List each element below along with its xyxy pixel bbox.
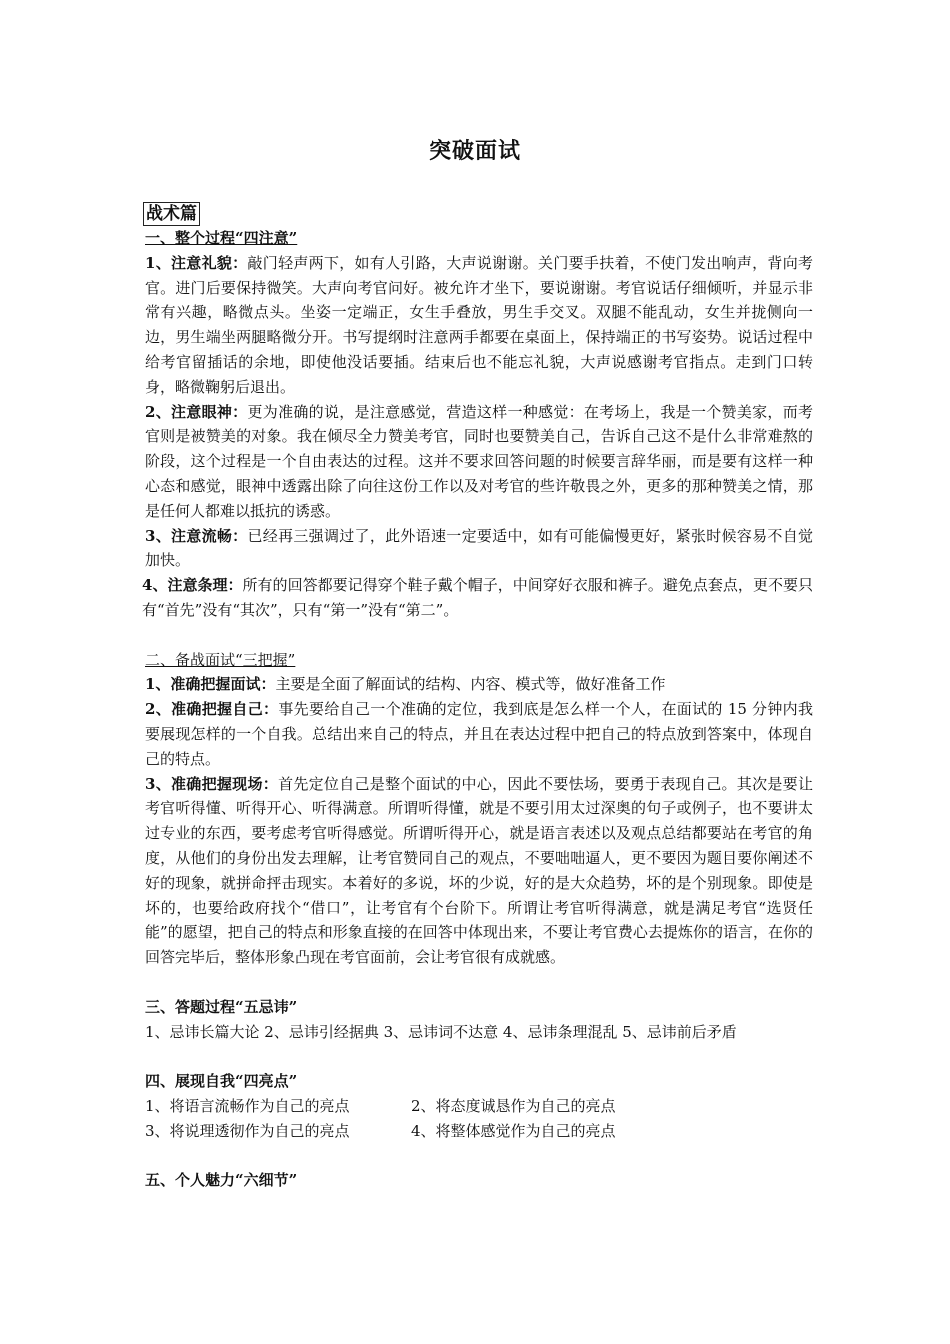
item-lead: 4、注意条理： — [142, 576, 243, 595]
item-text: 所有的回答都要记得穿个鞋子戴个帽子，中间穿好衣服和裤子。避免点套点，更不要只有“首先”没有“其次”，只有“第一”没有“第二”。 — [142, 576, 813, 619]
highlight-item: 3、将说理透彻作为自己的亮点 — [145, 1121, 350, 1140]
spacer — [145, 1143, 813, 1168]
item-text: 主要是全面了解面试的结构、内容、模式等，做好准备工作 — [275, 675, 666, 694]
section-heading-4: 四、展现自我“四亮点” — [145, 1072, 298, 1091]
spacer — [145, 1044, 813, 1069]
section1-item-3 — [145, 524, 813, 574]
highlight-item: 4、将整体感觉作为自己的亮点 — [411, 1121, 616, 1140]
part-label-box: 战术篇 — [143, 202, 200, 226]
spacer — [145, 623, 813, 648]
item-text: 事先要给自己一个准确的定位，我到底是怎么样一个人，在面试的 15 分钟内我要展现怎样的一个自我。总结出来自己的特点，并且在表达过程中把自己的特点放到答案中，体现自己的特点。 — [145, 700, 813, 768]
highlight-row-1 — [145, 1094, 813, 1119]
section1-item-2 — [145, 400, 813, 524]
section-heading-1: 一、整个过程“四注意” — [145, 229, 298, 247]
item-lead: 1、准确把握面试： — [145, 675, 276, 694]
section-heading-3: 三、答题过程“五忌讳” — [145, 997, 298, 1016]
section2-item-3 — [145, 772, 813, 970]
section2-item-2 — [145, 697, 813, 771]
spacer — [145, 970, 813, 995]
item-text: 已经再三强调过了，此外语速一定要适中，如有可能偏慢更好，紧张时候容易不自觉加快。 — [145, 526, 813, 570]
item-lead: 3、准确把握现场： — [145, 774, 279, 793]
section2-item-1 — [145, 672, 813, 697]
section1-item-4 — [142, 573, 813, 623]
section-heading-5: 五、个人魅力“六细节” — [145, 1171, 298, 1190]
item-lead: 2、准确把握自己： — [145, 700, 279, 719]
item-text: 敲门轻声两下，如有人引路，大声说谢谢。关门要手扶着，不使门发出响声，背向考官。进门后要保持微笑。大声向考官问好。被允许才坐下，要说谢谢。考官说话仔细倾听，并显示非常有兴趣，略微点头。坐姿一定端正，女生手叠放，男生手交叉。双腿不能乱动，女生并拢侧向一边，男生端坐两腿略微分开。书写提纲时注意两手都要在桌面上，保持端正的书写姿势。说话过程中给考官留插话的余地，即使他没话要插。结束后也不能忘礼貌，大声说感谢考官指点。走到门口转身，略微鞠躬后退出。 — [145, 253, 813, 396]
highlight-item: 1、将语言流畅作为自己的亮点 — [145, 1096, 350, 1115]
item-lead: 1、注意礼貌： — [145, 253, 248, 272]
item-text: 更为准确的说，是注意感觉，营造这样一种感觉：在考场上，我是一个赞美家，而考官则是被赞美的对象。我在倾尽全力赞美考官，同时也要赞美自己，告诉自己这不是什么非常难熬的阶段，这个过程是一个自由表达的过程。这并不要求回答问题的时候要言辞华丽，而是要有这样一种心态和感觉，眼神中透露出除了向往这份工作以及对考官的些许敬畏之外，更多的那种赞美之情，那是任何人都难以抵抗的诱惑。 — [145, 402, 813, 520]
item-lead: 2、注意眼神： — [145, 402, 248, 421]
section1-item-1 — [145, 251, 813, 400]
section-heading-2: 二、备战面试“三把握” — [145, 650, 296, 669]
document-body — [142, 226, 813, 1193]
item-lead: 3、注意流畅： — [145, 526, 248, 545]
section3-line: 1、忌讳长篇大论 2、忌讳引经据典 3、忌讳词不达意 4、忌讳条理混乱 5、忌讳前后矛盾 — [145, 1022, 737, 1041]
document-title: 突破面试 — [428, 138, 521, 164]
highlight-row-2 — [145, 1119, 813, 1144]
highlight-item: 2、将态度诚恳作为自己的亮点 — [411, 1096, 616, 1115]
item-text: 首先定位自己是整个面试的中心，因此不要怯场，要勇于表现自己。其次是要让考官听得懂、听得开心、听得满意。所谓听得懂，就是不要引用太过深奥的句子或例子，也不要讲太过专业的东西，要考虑考官听得感觉。所谓听得开心，就是语言表述以及观点总结都要站在考官的角度，从他们的身份出发去理解，让考官赞同自己的观点，不要咄咄逼人，更不要因为题目要你阐述不好的现象，就拼命抨击现实。本着好的多说，坏的少说，好的是大众趋势，坏的是个别现象。即使是坏的，也要给政府找个“借口”，让考官有个台阶下。所谓让考官听得满意，就是满足考官“选贤任能”的愿望，把自己的特点和形象直接的在回答中体现出来，不要让考官费心去提炼你的语言，在你的回答完毕后，整体形象凸现在考官面前，会让考官很有成就感。 — [145, 774, 813, 967]
